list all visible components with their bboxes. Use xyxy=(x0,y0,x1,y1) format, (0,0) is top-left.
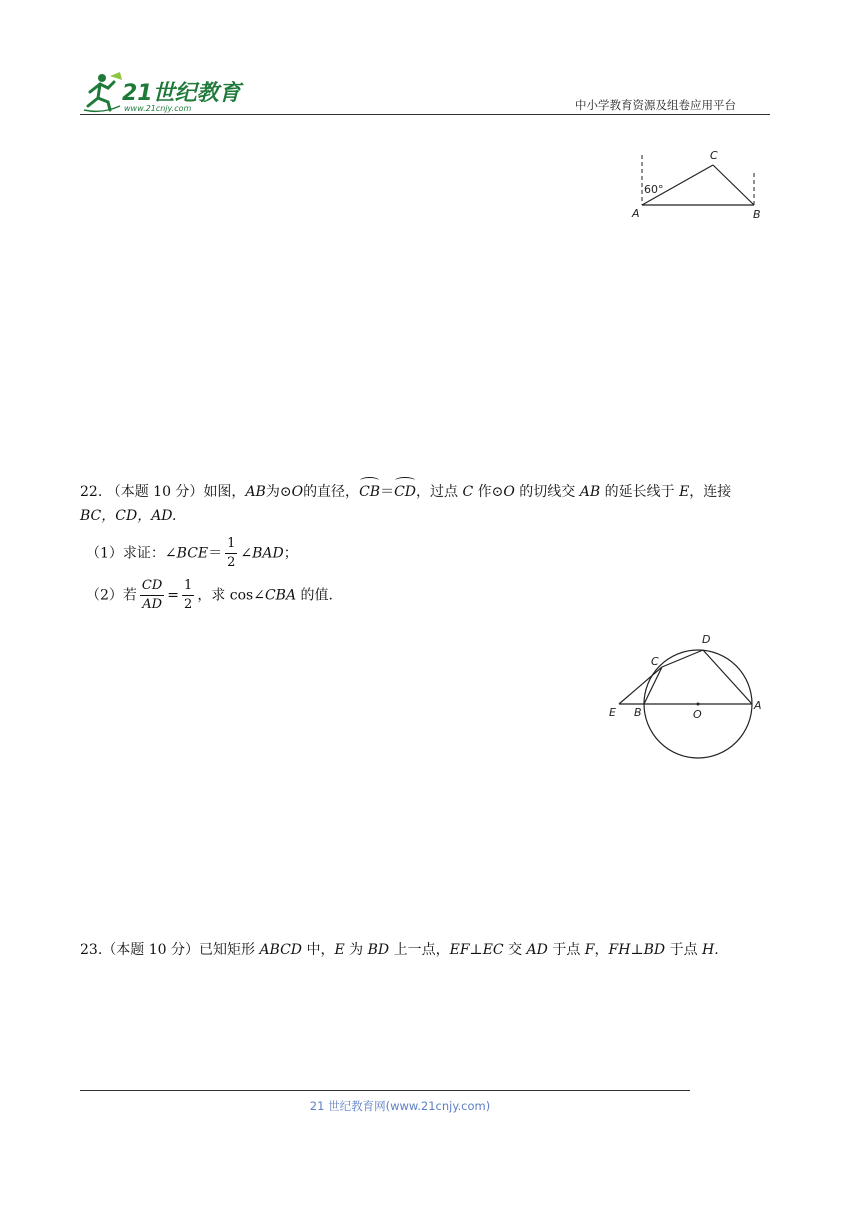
label-a: A xyxy=(632,207,640,220)
question-23 xyxy=(80,938,780,962)
fraction-den: AD xyxy=(142,597,163,612)
q22-var: O xyxy=(503,484,515,500)
q22-subquestion-1 xyxy=(86,535,298,572)
q22-text: 的延长线于 xyxy=(600,484,680,500)
label-b: B xyxy=(634,706,642,719)
q22-points: （本题 10 分） xyxy=(106,484,204,500)
circle-figure xyxy=(605,628,770,763)
q23-number: 23. xyxy=(80,942,103,958)
q22-sub1-var: BAD xyxy=(252,545,284,562)
q22-sub2-var: CBA xyxy=(264,587,297,604)
q23-text: 于点 xyxy=(665,942,703,958)
q23-var: E xyxy=(334,942,345,958)
q22-sub1-prefix: （1）求证：∠ xyxy=(86,545,177,562)
q23-text: 交 xyxy=(503,942,527,958)
site-logo xyxy=(80,68,260,118)
q22-text: ，过点 xyxy=(416,484,463,500)
q22-text: ，连接 xyxy=(689,484,732,500)
arc-cb: CB xyxy=(359,480,380,504)
q23-text: ， xyxy=(594,942,609,958)
q23-text: 已知矩形 xyxy=(198,942,260,958)
q23-text: 上一点， xyxy=(389,942,450,958)
fraction-den: 2 xyxy=(184,597,193,612)
footer xyxy=(0,1098,860,1114)
triangle-figure xyxy=(625,145,770,225)
q22-number: 22. xyxy=(80,484,103,500)
q22-sub2-eq: = xyxy=(167,587,180,604)
label-a: A xyxy=(754,699,762,712)
q22-var: AB xyxy=(579,484,601,500)
q22-sub2-mid: ，求 cos∠ xyxy=(197,587,265,604)
label-c: C xyxy=(651,655,659,668)
label-o: O xyxy=(693,708,702,721)
q23-text: 于点 xyxy=(547,942,585,958)
runner-logo-icon xyxy=(80,70,124,114)
q22-var: AB xyxy=(245,484,266,500)
q22-line2: BC，CD，AD. xyxy=(80,508,177,524)
label-c: C xyxy=(710,149,718,162)
label-d: D xyxy=(702,633,711,646)
q22-text: ＝ xyxy=(380,484,395,500)
q22-sub2-prefix: （2）若 xyxy=(86,587,137,604)
platform-title: 中小学教育资源及组卷应用平台 xyxy=(575,98,736,112)
q22-sub1-var: BCE xyxy=(176,545,209,562)
q22-text: 为⊙ xyxy=(265,484,292,500)
q22-text: 如图， xyxy=(203,484,246,500)
q22-var: C xyxy=(462,484,474,500)
q22-var: O xyxy=(291,484,304,500)
q22-text: 的直径， xyxy=(303,484,360,500)
angle-label: 60° xyxy=(644,183,664,196)
footer-link[interactable]: 21 世纪教育网(www.21cnjy.com) xyxy=(309,1099,491,1113)
footer-divider xyxy=(80,1090,690,1091)
q23-var: EF⊥EC xyxy=(449,942,504,958)
q22-subquestion-2 xyxy=(86,577,333,614)
q23-var: ABCD xyxy=(259,942,303,958)
q23-text: 中， xyxy=(302,942,335,958)
q22-sub1-eq: ＝ xyxy=(208,545,223,562)
q22-var: E xyxy=(679,484,690,500)
segment-cb xyxy=(713,165,754,205)
fraction-cd-ad xyxy=(140,577,164,614)
q23-var: F xyxy=(584,942,595,958)
fraction-num: CD xyxy=(140,577,164,596)
fraction-den: 2 xyxy=(227,555,236,570)
q23-var: FH⊥BD xyxy=(608,942,666,958)
fraction-num: 1 xyxy=(182,577,194,596)
fraction-num: 1 xyxy=(225,535,237,554)
q23-var: H. xyxy=(702,942,719,958)
line-ec xyxy=(619,667,662,704)
fraction-half xyxy=(225,535,237,572)
header-divider xyxy=(80,114,770,115)
q23-var: AD xyxy=(526,942,548,958)
center-dot xyxy=(697,703,700,706)
q22-text: 的切线交 xyxy=(514,484,580,500)
q22-sub1-end: ； xyxy=(283,545,298,562)
fraction-half-2 xyxy=(182,577,194,614)
question-22 xyxy=(80,480,780,528)
q23-text: 为 xyxy=(344,942,368,958)
q23-points: （本题 10 分） xyxy=(102,942,199,958)
q22-text: 作⊙ xyxy=(473,484,504,500)
q22-sub2-end: 的值. xyxy=(296,587,333,604)
angle-symbol: ∠ xyxy=(240,545,253,562)
logo-url: www.21cnjy.com xyxy=(124,104,192,113)
logo-text: 21世纪教育 xyxy=(122,81,241,106)
label-e: E xyxy=(609,706,616,719)
label-b: B xyxy=(753,208,761,221)
q23-var: BD xyxy=(367,942,390,958)
arc-cd: CD xyxy=(394,480,416,504)
